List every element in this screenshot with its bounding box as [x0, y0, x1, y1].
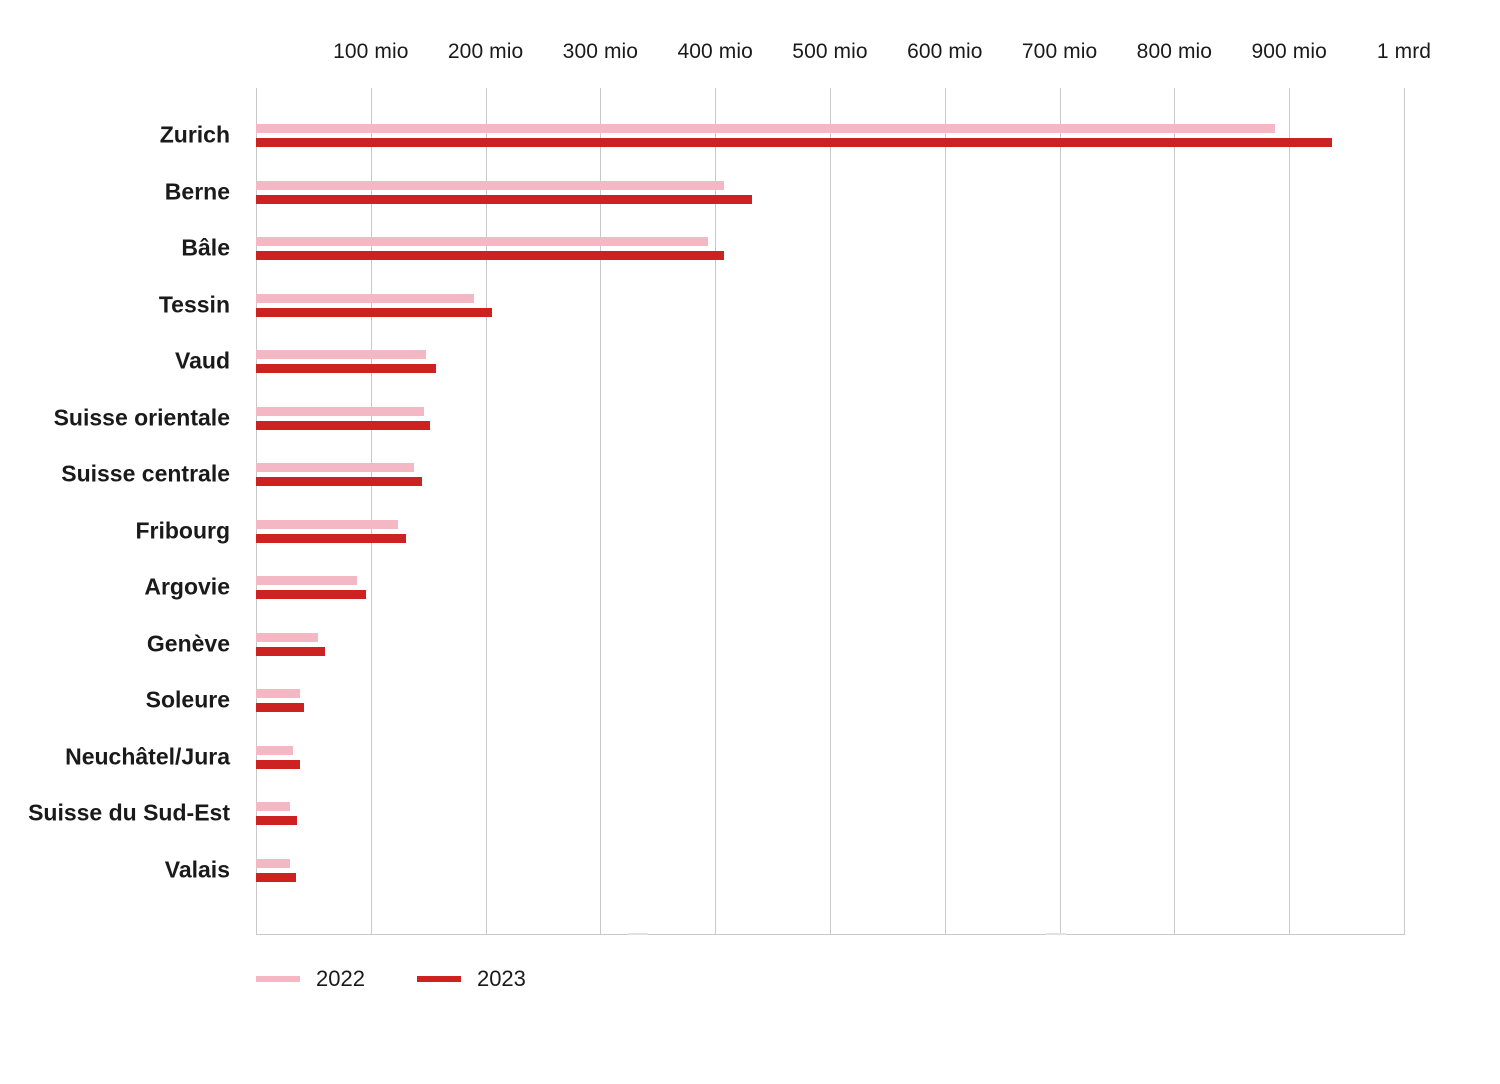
bar-2022	[256, 407, 424, 416]
bar-2022	[256, 802, 290, 811]
y-axis-category-label: Vaud	[175, 347, 230, 374]
x-axis-tick-label: 500 mio	[792, 40, 868, 63]
bar-2023	[256, 195, 752, 204]
x-axis-tick-label: 800 mio	[1136, 40, 1213, 63]
y-axis-category-labels	[0, 88, 244, 935]
y-axis-category-label: Zurich	[159, 121, 230, 148]
gridline	[1289, 88, 1290, 935]
legend-item-2023[interactable]	[417, 966, 526, 992]
bar-2023	[256, 873, 296, 882]
y-axis-category-label: Neuchâtel/Jura	[65, 743, 230, 769]
gridline	[715, 88, 716, 935]
x-axis-tick-label: 700 mio	[1021, 40, 1098, 63]
gridline	[486, 88, 487, 935]
axis-faint-mark-2	[1046, 933, 1066, 935]
bar-2023	[256, 138, 1332, 147]
y-axis-category-label: Fribourg	[135, 517, 230, 543]
y-axis-category-label: Bâle	[181, 234, 230, 261]
bar-2023	[256, 251, 724, 260]
bar-2022	[256, 746, 293, 755]
bar-2022	[256, 463, 414, 472]
y-axis-category-label: Argovie	[144, 573, 230, 600]
bar-2022	[256, 633, 318, 642]
bar-2023	[256, 647, 325, 656]
bar-2023	[256, 703, 304, 712]
bar-2023	[256, 760, 300, 769]
x-axis-tick-label: 600 mio	[907, 40, 983, 63]
y-axis-category-label: Suisse du Sud-Est	[28, 799, 230, 826]
y-axis-category-label: Berne	[164, 178, 230, 204]
plot-area	[256, 88, 1404, 935]
bar-2022	[256, 520, 398, 529]
gridline	[945, 88, 946, 935]
y-axis-category-label: Suisse centrale	[61, 460, 230, 487]
gridline	[600, 88, 601, 935]
bar-2022	[256, 124, 1275, 133]
bar-2022	[256, 859, 290, 868]
bar-2022	[256, 350, 426, 359]
x-axis-tick-label: 200 mio	[447, 40, 524, 63]
bar-2022	[256, 181, 724, 190]
bar-2022	[256, 237, 708, 246]
chart-legend	[256, 966, 526, 992]
bar-2023	[256, 421, 430, 430]
y-axis-category-label: Soleure	[145, 686, 230, 713]
bar-2023	[256, 534, 406, 543]
bar-2022	[256, 294, 474, 303]
bar-2023	[256, 816, 297, 825]
bar-2023	[256, 364, 436, 373]
y-axis-category-label: Tessin	[158, 291, 230, 317]
bar-2023	[256, 590, 366, 599]
gridline	[1404, 88, 1405, 935]
x-axis-tick-label: 1 mrd	[1376, 40, 1432, 63]
legend-item-2022[interactable]	[256, 966, 365, 992]
x-axis-tick-labels	[0, 40, 1500, 74]
gridline	[830, 88, 831, 935]
legend-label-2023: 2023	[476, 966, 526, 991]
x-axis-tick-label: 900 mio	[1251, 40, 1327, 63]
y-axis-category-label: Genève	[146, 630, 230, 656]
bar-2022	[256, 576, 357, 585]
x-axis-tick-label: 400 mio	[677, 40, 753, 63]
bar-2023	[256, 477, 422, 486]
axis-faint-mark-1	[628, 933, 648, 935]
bar-2023	[256, 308, 492, 317]
y-axis-category-label: Valais	[164, 856, 230, 882]
legend-swatch-2023-icon	[417, 976, 461, 982]
x-axis-tick-label: 300 mio	[562, 40, 639, 63]
x-axis-tick-label: 100 mio	[333, 40, 409, 63]
gridline	[371, 88, 372, 935]
legend-swatch-2022-icon	[256, 976, 300, 982]
y-axis-category-label: Suisse orientale	[53, 404, 230, 430]
gridline	[1174, 88, 1175, 935]
gridline	[1060, 88, 1061, 935]
legend-label-2022: 2022	[316, 966, 365, 991]
bar-2022	[256, 689, 300, 698]
